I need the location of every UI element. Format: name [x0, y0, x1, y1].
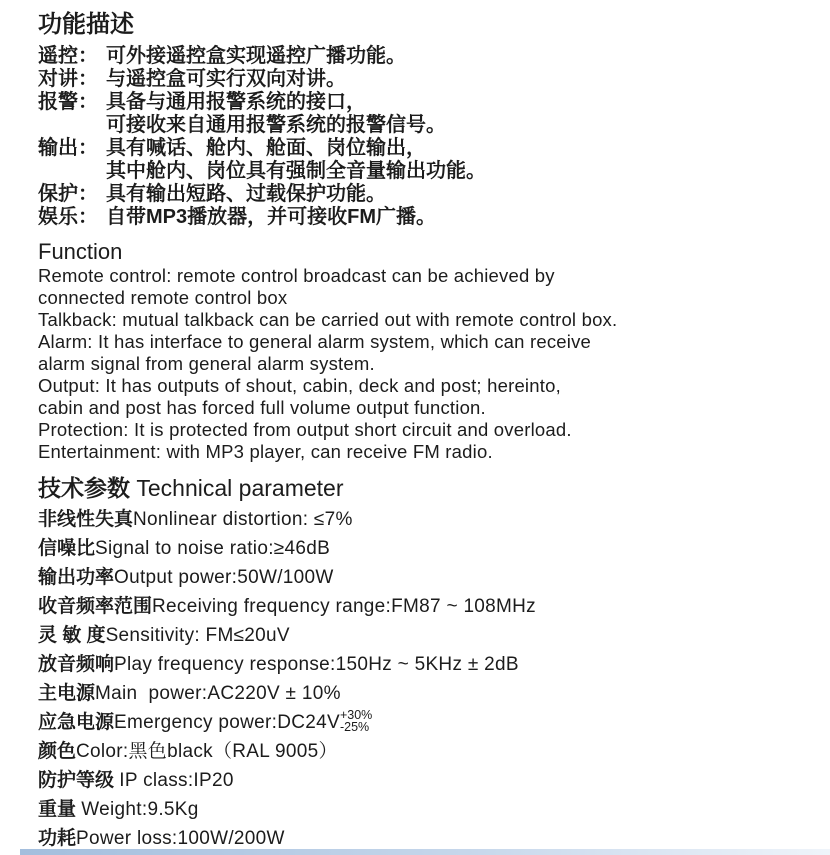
- param-cn: 输出功率: [38, 567, 115, 588]
- feature-text-line: 可外接遥控盒实现遥控广播功能。: [106, 45, 406, 67]
- param-en: Output power:50W/100W: [114, 567, 334, 588]
- param-en: Emergency power:DC24V: [114, 712, 340, 733]
- feature-text: [106, 206, 802, 229]
- function-line: Talkback: mutual talkback can be carried out with remote control box.: [38, 309, 618, 330]
- param-en: Receiving frequency range:FM87 ~ 108MHz: [152, 596, 536, 617]
- feature-text-line: 可接收来自通用报警系统的报警信号。: [106, 114, 446, 136]
- feature-text: [106, 91, 802, 137]
- feature-text: [106, 68, 802, 91]
- param-row-output-power: [38, 563, 802, 592]
- feature-item-entertainment: [38, 206, 802, 229]
- feature-text-line: 与遥控盒可实行双向对讲。: [106, 68, 346, 90]
- feature-text: [106, 137, 802, 183]
- feature-text: [106, 183, 802, 206]
- param-en: Weight:9.5Kg: [81, 799, 199, 820]
- tech-title: [38, 473, 802, 503]
- param-en: Power loss:100W/200W: [76, 828, 285, 849]
- tech-title-en: Technical parameter: [136, 475, 344, 501]
- function-line: Alarm: It has interface to general alarm system, which can receive: [38, 331, 592, 352]
- param-cn: 放音频响: [38, 654, 115, 675]
- param-row-emergency-power: [38, 708, 802, 737]
- feature-label: 对讲：: [38, 68, 98, 90]
- param-en: IP class:IP20: [119, 770, 234, 791]
- param-en: Signal to noise ratio:≥46dB: [95, 538, 331, 559]
- param-row-main-power: [38, 679, 802, 708]
- feature-item-protection: [38, 183, 802, 206]
- param-cn: 重量: [38, 799, 82, 820]
- feature-label: 报警：: [38, 91, 98, 113]
- param-en: Main power:AC220V ± 10%: [95, 683, 341, 704]
- feature-text: [106, 45, 802, 68]
- feature-label: 遥控：: [38, 45, 98, 67]
- feature-text-line: 具备与通用报警系统的接口，: [106, 91, 366, 113]
- param-cn: 灵 敏 度: [38, 625, 106, 646]
- param-cn: 功耗: [38, 828, 77, 849]
- function-line: Output: It has outputs of shout, cabin, deck and post; hereinto,: [38, 375, 561, 396]
- param-row-sensitivity: [38, 621, 802, 650]
- param-en: Nonlinear distortion: ≤7%: [133, 509, 353, 530]
- function-title: Function: [38, 239, 123, 264]
- feature-text-line: 其中舱内、岗位具有强制全音量输出功能。: [106, 160, 486, 182]
- tolerance-stack: [340, 709, 372, 733]
- param-row-signal-noise-ratio: [38, 534, 802, 563]
- section-function-cn: [38, 10, 802, 229]
- function-line: Entertainment: with MP3 player, can receive FM radio.: [38, 441, 493, 462]
- param-cn: 防护等级: [38, 770, 120, 791]
- footer-divider-bar: [20, 849, 830, 855]
- param-row-play-frequency-response: [38, 650, 802, 679]
- function-line: Remote control: remote control broadcast can be achieved by: [38, 265, 555, 286]
- feature-item-talkback: [38, 68, 802, 91]
- param-cn: 信噪比: [38, 538, 96, 559]
- param-cn: 非线性失真: [38, 509, 134, 530]
- param-en: Sensitivity: FM≤20uV: [105, 625, 290, 646]
- param-row-nonlinear-distortion: [38, 505, 802, 534]
- param-cn: 主电源: [38, 683, 96, 704]
- param-row-color: [38, 737, 802, 766]
- param-row-weight: [38, 795, 802, 824]
- param-en: Color:黑色black（RAL 9005）: [76, 741, 338, 762]
- feature-text-line: 具有输出短路、过载保护功能。: [106, 183, 386, 205]
- section-function-en: [38, 238, 802, 463]
- feature-label: 娱乐：: [38, 206, 98, 228]
- feature-item-alarm: [38, 91, 802, 137]
- tolerance-upper: +30%: [339, 707, 373, 722]
- feature-label: 保护：: [38, 183, 98, 205]
- section-tech-parameters: [38, 473, 802, 853]
- param-row-ip-class: [38, 766, 802, 795]
- param-cn: 应急电源: [38, 712, 115, 733]
- tolerance-lower: -25%: [339, 719, 370, 734]
- param-row-receiving-frequency: [38, 592, 802, 621]
- param-cn: 收音频率范围: [38, 596, 153, 617]
- feature-label: 输出：: [38, 137, 98, 159]
- function-line: alarm signal from general alarm system.: [38, 353, 375, 374]
- param-en: Play frequency response:150Hz ~ 5KHz ± 2dB: [114, 654, 519, 675]
- feature-item-remote: [38, 45, 802, 68]
- feature-text-line: 具有喊话、舱内、舱面、岗位输出，: [106, 137, 426, 159]
- function-line: Protection: It is protected from output short circuit and overload.: [38, 419, 572, 440]
- feature-text-line: 自带MP3播放器，并可接收FM广播。: [106, 206, 436, 228]
- function-line: cabin and post has forced full volume output function.: [38, 397, 486, 418]
- function-line: connected remote control box: [38, 287, 288, 308]
- param-cn: 颜色: [38, 741, 77, 762]
- feature-item-output: [38, 137, 802, 183]
- feature-title: 功能描述: [38, 11, 134, 38]
- tech-title-cn: 技术参数: [38, 475, 137, 501]
